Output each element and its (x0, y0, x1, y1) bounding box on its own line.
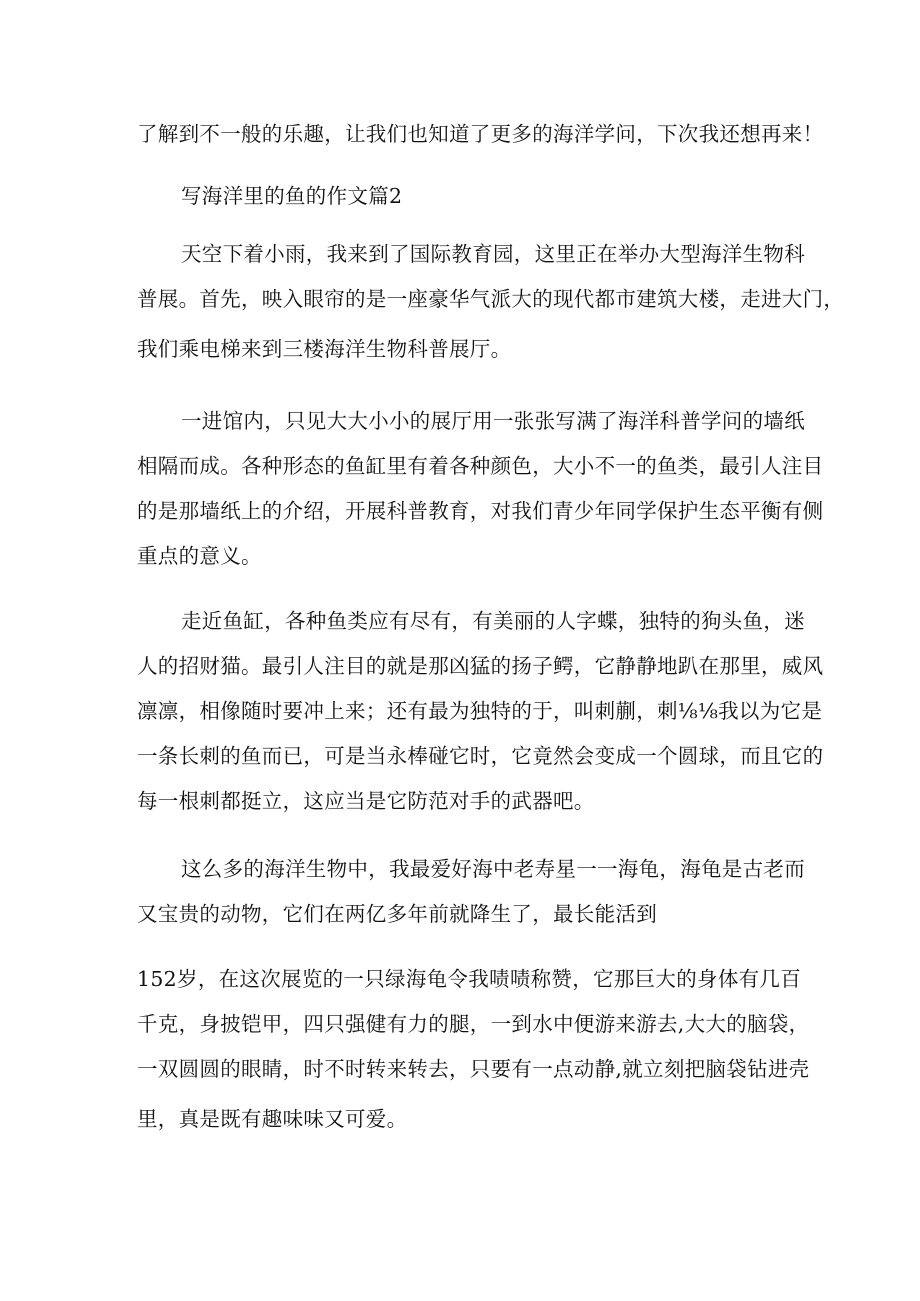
paragraph-line: 凛凛，相像随时要冲上来；还有最为独特的于，叫刺蒯，刺⅛⅛我以为它是 (137, 699, 823, 723)
paragraph-line: 走近鱼缸，各种鱼类应有尽有，有美丽的人字蝶，独特的狗头鱼，迷 (181, 609, 805, 633)
paragraph-line: 相隔而成。各种形态的鱼缸里有着各种颜色，大小不一的鱼类，最引人注目 (137, 454, 824, 478)
paragraph-line: 天空下着小雨，我来到了国际教育园，这里正在举办大型海洋生物科 (181, 242, 805, 266)
paragraph-line: 重点的意义。 (137, 544, 262, 568)
intro-line: 了解到不一般的乐趣，让我们也知道了更多的海洋学问，下次我还想再来！ (137, 122, 824, 146)
paragraph-line: 又宝贵的动物，它们在两亿多年前就降生了，最长能活到 (137, 902, 657, 926)
paragraph-line: 一双圆圆的眼睛，时不时转来转去，只要有一点动静,就立刻把脑袋钻进壳 (137, 1057, 810, 1081)
paragraph-line: 千克，身披铠甲，四只强健有力的腿，一到水中便游来游去,大大的脑袋， (137, 1012, 810, 1036)
paragraph-line: 一进馆内，只见大大小小的展厅用一张张写满了海洋科普学问的墙纸 (181, 409, 805, 433)
paragraph-line: 普展。首先，映入眼帘的是一座豪华气派大的现代都市建筑大楼，走进大门， (137, 287, 845, 311)
paragraph-line: 每一根刺都挺立，这应当是它防范对手的武器吧。 (137, 789, 595, 813)
paragraph-line: 这么多的海洋生物中，我最爱好海中老寿星一一海龟，海龟是古老而 (181, 857, 805, 881)
section-title: 写海洋里的鱼的作文篇2 (181, 184, 403, 208)
paragraph-line: 152岁，在这次展览的一只绿海龟令我啧啧称赞，它那巨大的身体有几百 (137, 967, 802, 991)
paragraph-line: 一条长刺的鱼而已，可是当永棒碰它时，它竟然会变成一个圆球，而且它的 (137, 744, 824, 768)
paragraph-line: 我们乘电梯来到三楼海洋生物科普展厅。 (137, 337, 512, 361)
paragraph-line: 里，真是既有趣味味又可爱。 (137, 1107, 408, 1131)
paragraph-line: 的是那墙纸上的介绍，开展科普教育，对我们青少年同学保护生态平衡有侧 (137, 499, 824, 523)
paragraph-line: 人的招财猫。最引人注目的就是那凶猛的扬子鳄，它静静地趴在那里，威风 (137, 654, 824, 678)
